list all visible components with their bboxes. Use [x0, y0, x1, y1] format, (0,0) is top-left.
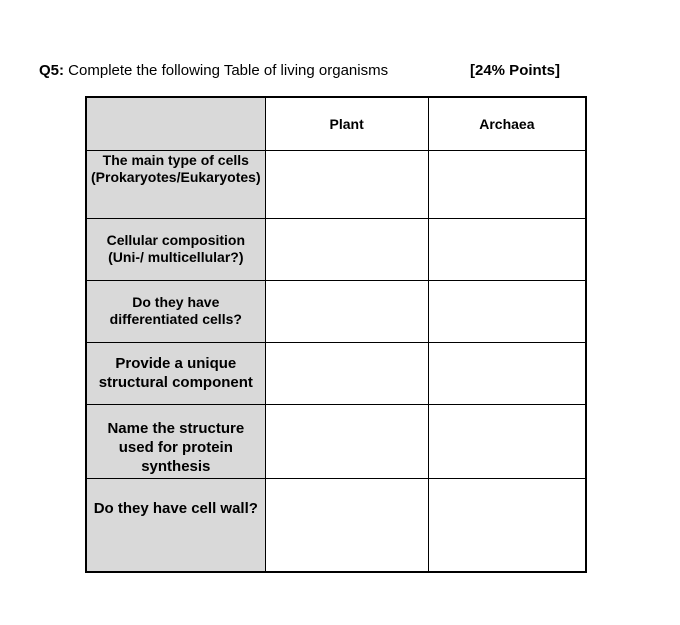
- row-header-protein-synthesis: Name the structure used for protein synthesis: [86, 404, 265, 478]
- question-prompt: Complete the following Table of living organisms: [64, 62, 389, 79]
- answer-cell-archaea-differentiated-cells[interactable]: [428, 280, 586, 342]
- answer-cell-plant-differentiated-cells[interactable]: [265, 280, 428, 342]
- row-header-cellular-composition: Cellular composition (Uni-/ multicellular?): [86, 218, 265, 280]
- organisms-table: [85, 96, 587, 573]
- answer-cell-plant-cell-wall[interactable]: [265, 478, 428, 572]
- row-header-structural-component: Provide a unique structural component: [86, 342, 265, 404]
- table-row: [86, 150, 586, 218]
- question-points: [24% Points]: [470, 62, 561, 79]
- row-header-cell-type: The main type of cells (Prokaryotes/Eukaryotes): [86, 150, 265, 218]
- answer-cell-plant-cellular-composition[interactable]: [265, 218, 428, 280]
- row-header-differentiated-cells: Do they have differentiated cells?: [86, 280, 265, 342]
- answer-cell-plant-cell-type[interactable]: [265, 150, 428, 218]
- answer-cell-archaea-cell-type[interactable]: [428, 150, 586, 218]
- answer-cell-archaea-cellular-composition[interactable]: [428, 218, 586, 280]
- table-row: [86, 342, 586, 404]
- question-number: Q5:: [39, 62, 65, 79]
- answer-cell-archaea-cell-wall[interactable]: [428, 478, 586, 572]
- table-row: [86, 404, 586, 478]
- answer-cell-plant-structural-component[interactable]: [265, 342, 428, 404]
- table-row: [86, 280, 586, 342]
- column-header-archaea: Archaea: [428, 97, 586, 150]
- column-header-plant: Plant: [265, 97, 428, 150]
- answer-cell-plant-protein-synthesis[interactable]: [265, 404, 428, 478]
- header-row: [86, 97, 586, 150]
- row-header-cell-wall: Do they have cell wall?: [86, 478, 265, 572]
- question-text: [39, 62, 388, 79]
- table-row: [86, 478, 586, 572]
- table-row: [86, 218, 586, 280]
- answer-cell-archaea-protein-synthesis[interactable]: [428, 404, 586, 478]
- answer-cell-archaea-structural-component[interactable]: [428, 342, 586, 404]
- corner-cell: [86, 97, 265, 150]
